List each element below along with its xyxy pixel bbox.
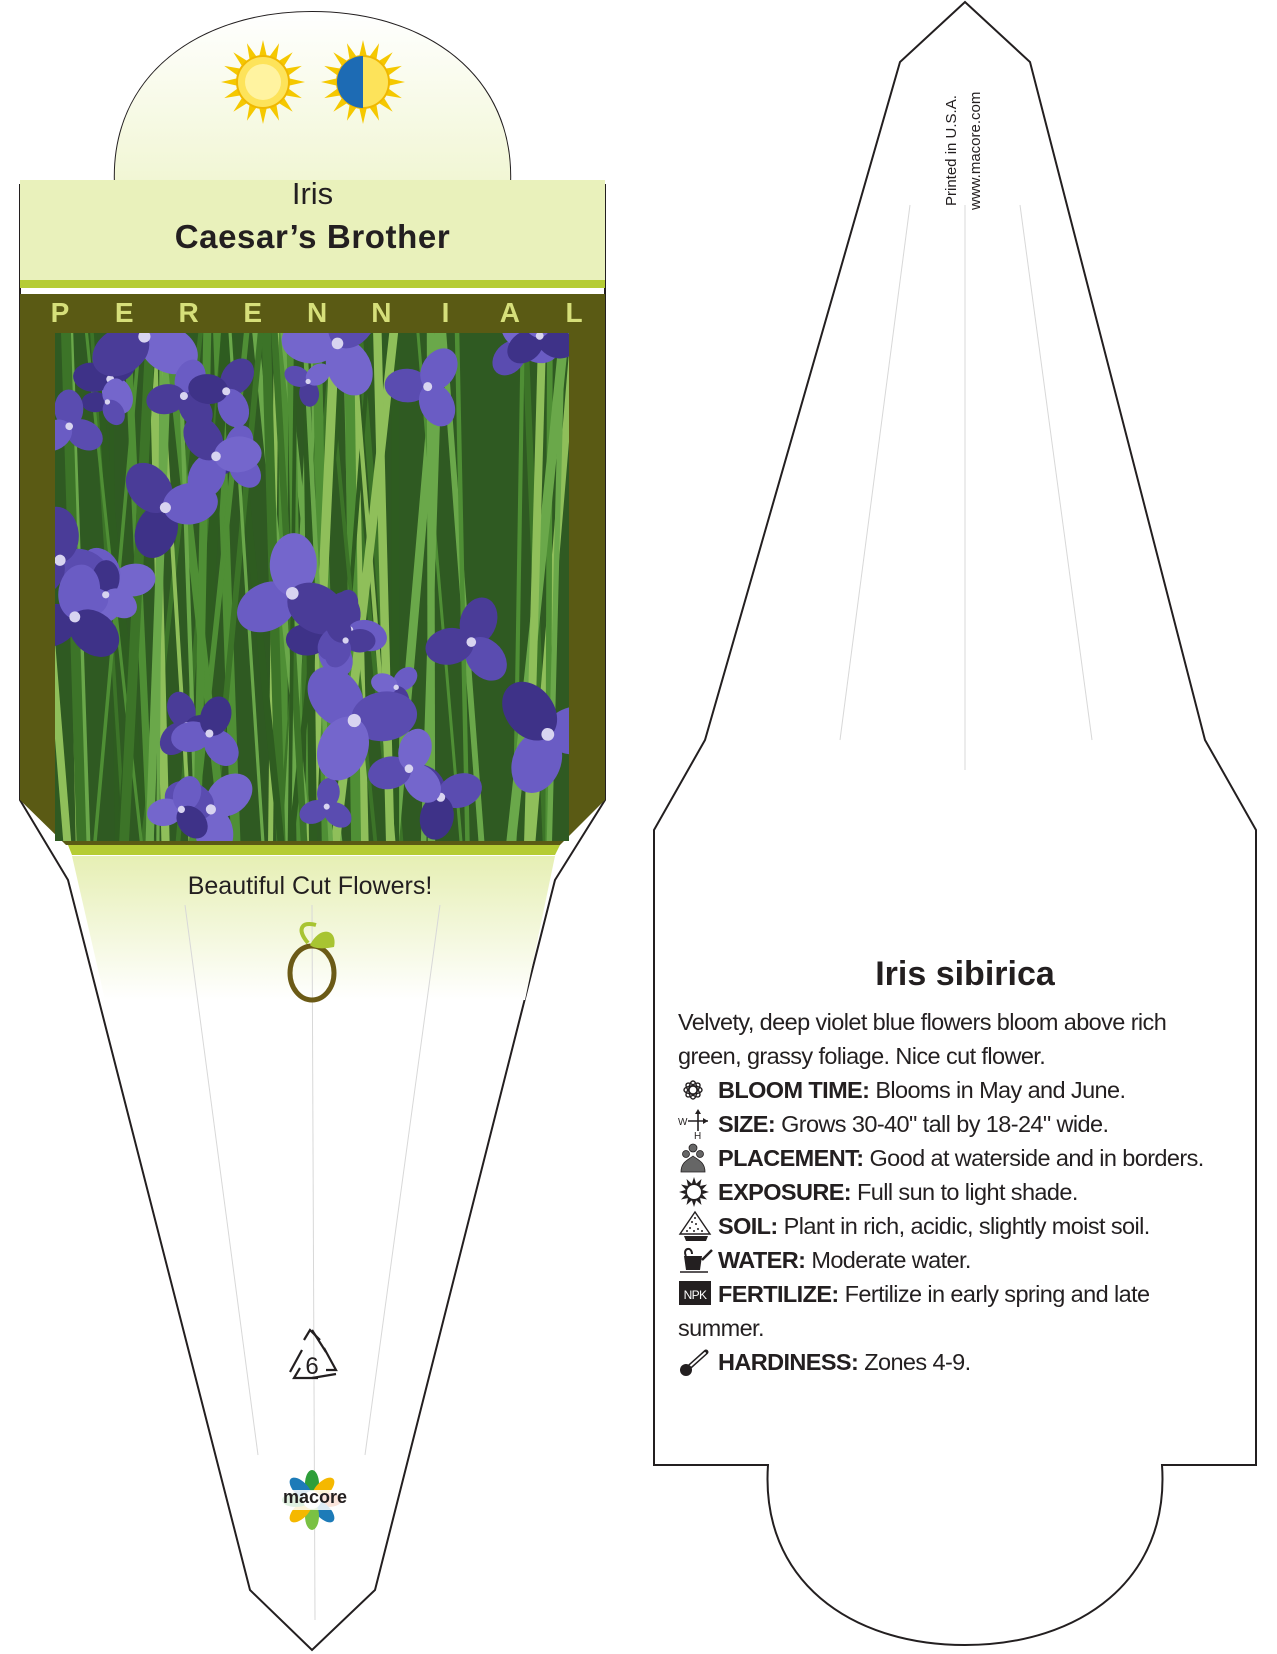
placement-icon: [678, 1141, 718, 1175]
npk-text: NPK: [683, 1288, 707, 1302]
detail-exposure: [678, 1175, 1223, 1209]
detail-fertilize: [678, 1277, 1223, 1345]
printed-in-text: Printed in U.S.A.: [943, 95, 960, 206]
detail-text: Good at waterside and in borders.: [869, 1145, 1204, 1171]
detail-text: Fertilize in early spring and late summer.: [678, 1281, 1150, 1341]
category-letter: A: [499, 297, 520, 328]
size-icon-h: H: [694, 1131, 701, 1139]
detail-bloom-time: [678, 1073, 1223, 1107]
category-letter: R: [178, 297, 199, 328]
back-tag-outline: [654, 2, 1256, 1645]
category-letter: N: [371, 297, 392, 328]
npk-icon: [678, 1277, 718, 1311]
iris-photo: [0, 275, 618, 875]
detail-hardiness: [678, 1345, 1223, 1379]
part-shade-icon: [321, 40, 405, 124]
detail-label: SIZE:: [718, 1111, 776, 1137]
watering-can-icon: [678, 1243, 718, 1277]
detail-label: BLOOM TIME:: [718, 1077, 870, 1103]
category-letter: I: [441, 297, 450, 328]
detail-soil: [678, 1209, 1223, 1243]
detail-label: FERTILIZE:: [718, 1281, 839, 1307]
category-letter: L: [565, 297, 583, 328]
detail-text: Full sun to light shade.: [857, 1179, 1078, 1205]
brand-name: macore: [282, 1487, 348, 1507]
detail-text: Moderate water.: [811, 1247, 971, 1273]
detail-text: Zones 4-9.: [864, 1349, 971, 1375]
title-accent-line: [20, 280, 605, 288]
detail-label: HARDINESS:: [718, 1349, 859, 1375]
recycle-number: 6: [305, 1353, 319, 1380]
category-label: [50, 297, 584, 329]
sun-icon: [678, 1175, 718, 1209]
soil-icon: [678, 1209, 718, 1243]
category-letter: N: [307, 297, 328, 328]
size-icon: [678, 1107, 718, 1141]
plant-genus: Iris: [291, 176, 334, 211]
tagline: Beautiful Cut Flowers!: [187, 872, 433, 900]
description: Velvety, deep violet blue flowers bloom above rich green, grassy foliage. Nice cut flower.: [678, 1009, 1167, 1069]
full-sun-icon: [221, 40, 305, 124]
detail-placement: [678, 1141, 1223, 1175]
plant-details: [678, 1005, 1223, 1379]
detail-label: SOIL:: [718, 1213, 778, 1239]
thermometer-icon: [678, 1345, 718, 1379]
detail-label: PLACEMENT:: [718, 1145, 864, 1171]
website-text: www.macore.com: [967, 91, 984, 210]
detail-label: WATER:: [718, 1247, 806, 1273]
detail-label: EXPOSURE:: [718, 1179, 852, 1205]
scientific-name: Iris sibirica: [875, 955, 1055, 993]
detail-text: Blooms in May and June.: [875, 1077, 1126, 1103]
detail-text: Plant in rich, acidic, slightly moist soil.: [783, 1213, 1150, 1239]
bottom-accent-line: [68, 845, 560, 855]
category-letter: P: [50, 297, 70, 328]
category-letter: E: [114, 297, 134, 328]
detail-water: [678, 1243, 1223, 1277]
detail-text: Grows 30-40" tall by 18-24" wide.: [781, 1111, 1109, 1137]
detail-size: [678, 1107, 1223, 1141]
size-icon-w: W: [678, 1117, 687, 1128]
flower-icon: [678, 1073, 718, 1107]
plant-cultivar: Caesar’s Brother: [174, 218, 451, 255]
category-letter: E: [243, 297, 263, 328]
